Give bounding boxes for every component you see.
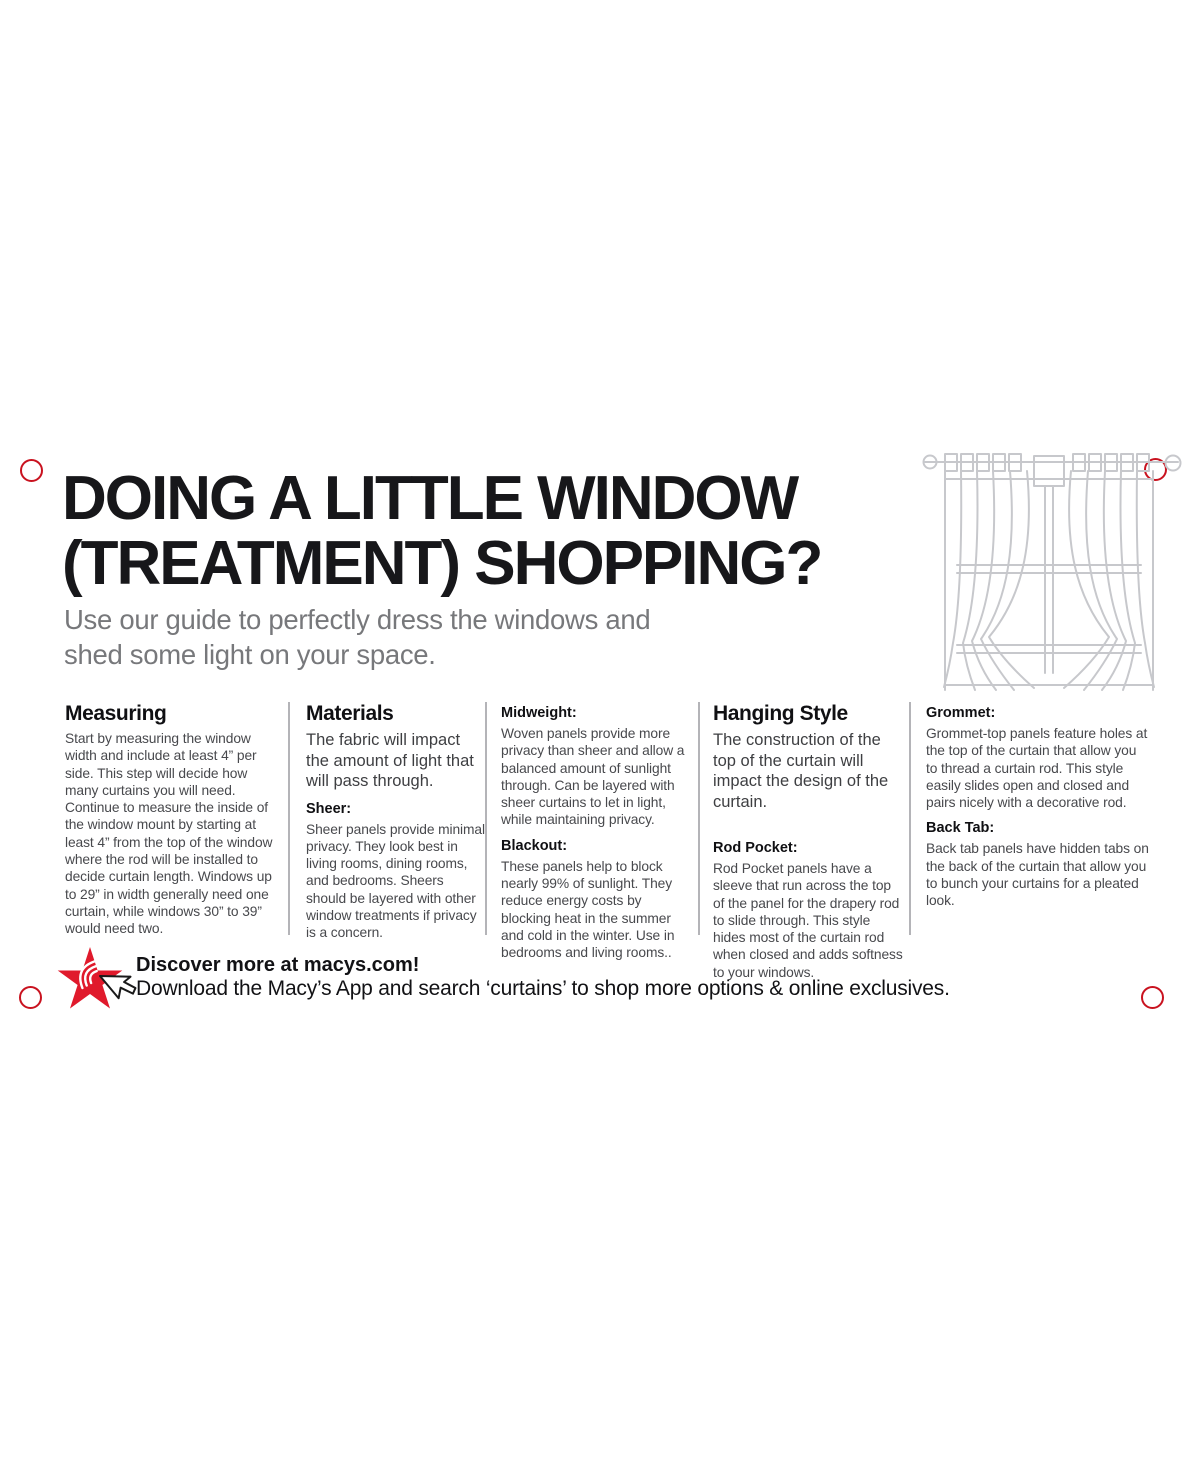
column-intro: The construction of the top of the curtain will impact the design of the curtain. xyxy=(713,731,889,811)
column-intro: The fabric will impact the amount of light that will pass through. xyxy=(306,731,474,790)
title-line-2: (TREATMENT) SHOPPING? xyxy=(62,529,822,598)
subtitle-line-2: shed some light on your space. xyxy=(64,639,436,670)
column-heading: Hanging Style xyxy=(713,702,848,725)
section-label-back-tab: Back Tab: xyxy=(926,820,995,837)
column-divider xyxy=(288,702,290,935)
section-body: Back tab panels have hidden tabs on the back of the curtain that allow you to bunch your curtains for a pleated look. xyxy=(926,841,1149,909)
column-midweight-blackout xyxy=(501,702,693,962)
section-label-blackout: Blackout: xyxy=(501,837,568,854)
footer-download-text: Download the Macy’s App and search ‘curtains’ to shop more options & online exclusives. xyxy=(136,977,950,1000)
column-measuring xyxy=(65,702,277,938)
section-label-midweight: Midweight: xyxy=(501,705,577,721)
page-title xyxy=(62,466,821,596)
registration-mark-bottom-right xyxy=(1141,986,1164,1009)
section-label-sheer: Sheer: xyxy=(306,800,352,817)
curtain-window-illustration xyxy=(915,445,1195,695)
section-body: These panels help to block nearly 99% of sunlight. They reduce energy costs by blocking heat in the summer and cold in the winter. Use in bedrooms and living rooms.. xyxy=(501,858,675,961)
section-body: Grommet-top panels feature holes at the top of the curtain that allow you to thread a curtain rod. This style easily slides open and closed and pairs nicely with a decorative rod. xyxy=(926,726,1148,811)
column-body: Start by measuring the window width and include at least 4” per side. This step will decide how many curtains you will need. Continue to measure the inside of the window mount by starting at least 4” from the top of the window where the rod will be installed to decide curtain length. Windows up to 29” in width generally need one curtain, while windows 30” to 39” would need two. xyxy=(65,731,273,937)
column-materials xyxy=(306,702,486,942)
subtitle-line-1: Use our guide to perfectly dress the windows and xyxy=(64,604,651,635)
section-label-rod-pocket: Rod Pocket: xyxy=(713,840,798,856)
section-body: Woven panels provide more privacy than sheer and allow a balanced amount of sunlight through. Can be layered with sheer curtains to let in light, while maintaining privacy. xyxy=(501,726,685,828)
registration-mark-top-left xyxy=(20,459,43,482)
column-heading: Measuring xyxy=(65,702,167,725)
column-hanging-style xyxy=(713,702,905,981)
section-label-grommet: Grommet: xyxy=(926,705,996,721)
column-divider xyxy=(698,702,700,935)
subtitle xyxy=(64,602,650,672)
section-body: Sheer panels provide minimal privacy. They look best in living rooms, dining rooms, and bedrooms. Sheers should be layered with other window treatments if privacy is a concern. xyxy=(306,821,485,941)
title-line-1: DOING A LITTLE WINDOW xyxy=(62,464,798,533)
macys-star-logo xyxy=(56,945,138,1023)
section-body: Rod Pocket panels have a sleeve that run across the top of the panel for the drapery rod to slide through. This style hides most of the curtain rod when closed and adds softness to your windows. xyxy=(713,861,903,980)
column-heading: Materials xyxy=(306,702,394,725)
column-divider xyxy=(909,702,911,935)
registration-mark-bottom-left xyxy=(19,986,42,1009)
footer-discover-text: Discover more at macys.com! xyxy=(136,954,420,976)
column-grommet-backtab xyxy=(926,702,1150,910)
